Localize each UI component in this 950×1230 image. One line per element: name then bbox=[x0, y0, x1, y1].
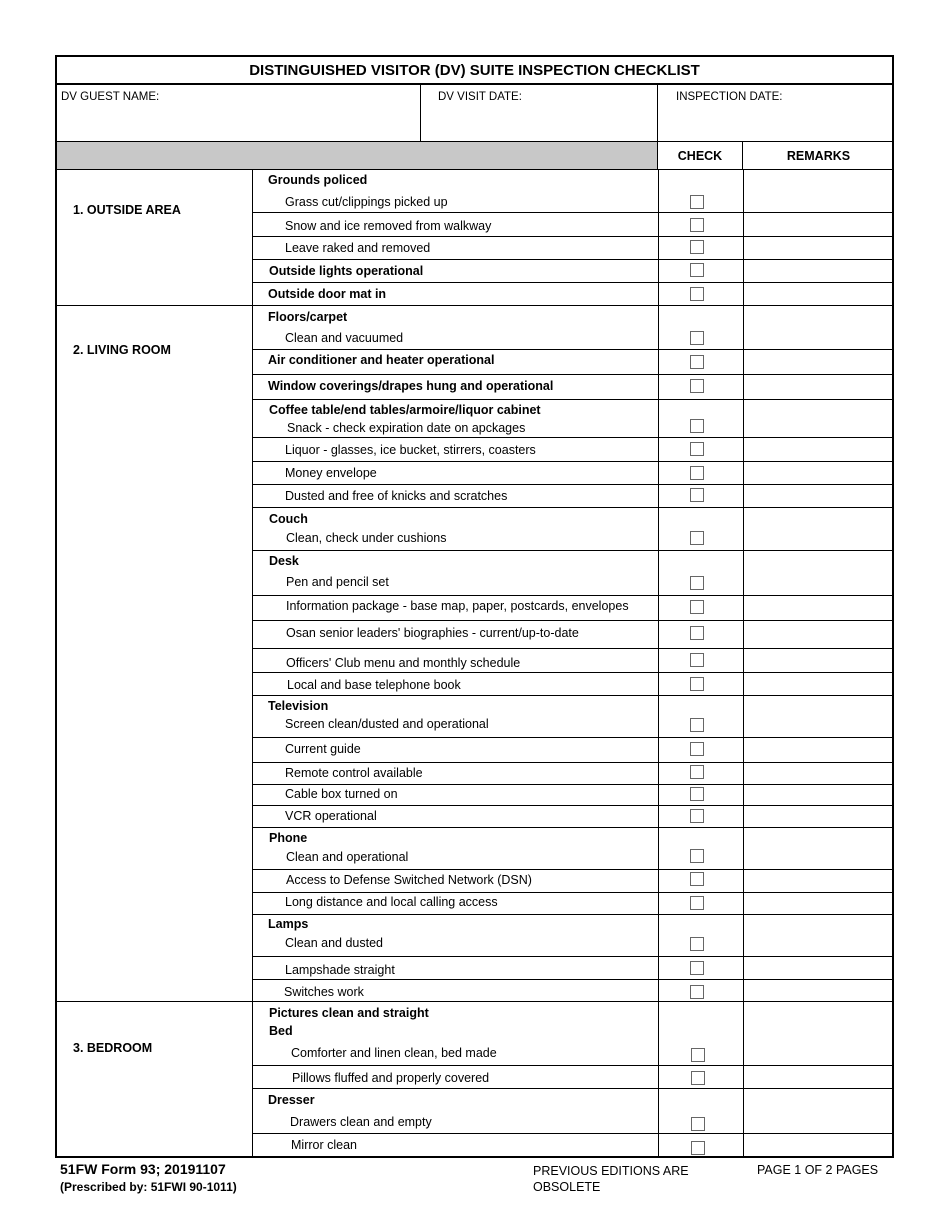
editions-notice-line2: OBSOLETE bbox=[533, 1180, 601, 1194]
dv-guest-name-field[interactable] bbox=[57, 85, 421, 142]
section-bedroom: 3. BEDROOM bbox=[73, 1041, 153, 1055]
row-divider bbox=[252, 1065, 894, 1066]
section-outside-area: 1. OUTSIDE AREA bbox=[73, 203, 181, 217]
checklist-item: Comforter and linen clean, bed made bbox=[291, 1046, 497, 1060]
checkbox[interactable] bbox=[691, 1071, 705, 1085]
checkbox[interactable] bbox=[690, 287, 704, 301]
row-divider bbox=[252, 805, 894, 806]
checklist-item: Pillows fluffed and properly covered bbox=[292, 1071, 490, 1085]
dv-visit-date-field[interactable] bbox=[421, 85, 658, 142]
checklist-item: Switches work bbox=[284, 985, 364, 999]
inspection-date-field[interactable] bbox=[658, 85, 894, 142]
checkbox[interactable] bbox=[690, 195, 704, 209]
item-heading: Bed bbox=[269, 1024, 293, 1038]
item-heading: Air conditioner and heater operational bbox=[268, 353, 495, 367]
checkbox[interactable] bbox=[690, 787, 704, 801]
item-heading: Outside lights operational bbox=[269, 264, 424, 278]
checklist-item: Liquor - glasses, ice bucket, stirrers, coasters bbox=[285, 443, 536, 457]
section-living-room: 2. LIVING ROOM bbox=[73, 343, 171, 357]
checkbox[interactable] bbox=[690, 218, 704, 232]
check-column-header: CHECK bbox=[658, 142, 743, 170]
dv-visit-date-label: DV VISIT DATE: bbox=[438, 91, 522, 103]
item-heading: Floors/carpet bbox=[268, 310, 348, 324]
item-heading: Pictures clean and straight bbox=[269, 1006, 429, 1020]
checkbox[interactable] bbox=[690, 488, 704, 502]
checkbox[interactable] bbox=[690, 531, 704, 545]
checkbox[interactable] bbox=[690, 240, 704, 254]
checkbox[interactable] bbox=[690, 849, 704, 863]
checkbox[interactable] bbox=[690, 355, 704, 369]
checkbox[interactable] bbox=[690, 937, 704, 951]
row-divider bbox=[252, 762, 894, 763]
remarks-column-header: REMARKS bbox=[743, 142, 894, 170]
row-divider bbox=[252, 784, 894, 785]
checklist-item: Access to Defense Switched Network (DSN) bbox=[286, 873, 532, 887]
checklist-item: Drawers clean and empty bbox=[290, 1115, 432, 1129]
item-heading: Grounds policed bbox=[268, 173, 368, 187]
row-divider bbox=[252, 236, 894, 237]
divider bbox=[658, 170, 659, 1158]
item-heading: Couch bbox=[269, 512, 308, 526]
row-divider bbox=[252, 1133, 894, 1134]
row-divider bbox=[252, 892, 894, 893]
row-divider bbox=[252, 672, 894, 673]
row-divider bbox=[252, 282, 894, 283]
checklist-item: Officers' Club menu and monthly schedule bbox=[286, 656, 521, 670]
checkbox[interactable] bbox=[690, 742, 704, 756]
item-heading: Coffee table/end tables/armoire/liquor cabinet bbox=[269, 403, 541, 417]
row-divider bbox=[252, 349, 894, 350]
item-heading: Dresser bbox=[268, 1093, 315, 1107]
editions-notice-line1: PREVIOUS EDITIONS ARE bbox=[533, 1164, 689, 1178]
divider bbox=[743, 170, 744, 1158]
checklist-item: Dusted and free of knicks and scratches bbox=[285, 489, 508, 503]
checklist-item: Cable box turned on bbox=[285, 787, 398, 801]
row-divider bbox=[252, 648, 894, 649]
item-heading: Phone bbox=[269, 831, 308, 845]
checkbox[interactable] bbox=[690, 961, 704, 975]
checklist-item: Mirror clean bbox=[291, 1138, 357, 1152]
form-title: DISTINGUISHED VISITOR (DV) SUITE INSPECTION CHECKLIST bbox=[57, 57, 892, 85]
checklist-item: Clean and vacuumed bbox=[285, 331, 404, 345]
checkbox[interactable] bbox=[691, 1141, 705, 1155]
checklist-item: Clean, check under cushions bbox=[286, 531, 447, 545]
row-divider bbox=[252, 979, 894, 980]
checklist-item: Screen clean/dusted and operational bbox=[285, 717, 489, 731]
row-divider bbox=[252, 914, 894, 915]
checkbox[interactable] bbox=[690, 379, 704, 393]
checklist-item: Pen and pencil set bbox=[286, 575, 389, 589]
checklist-item: Leave raked and removed bbox=[285, 241, 431, 255]
form-id: 51FW Form 93; 20191107 bbox=[60, 1161, 226, 1177]
checkbox[interactable] bbox=[690, 872, 704, 886]
checkbox[interactable] bbox=[690, 896, 704, 910]
row-divider bbox=[252, 869, 894, 870]
checkbox[interactable] bbox=[690, 466, 704, 480]
row-divider bbox=[252, 550, 894, 551]
checklist-item: Long distance and local calling access bbox=[285, 895, 498, 909]
checklist-item: Current guide bbox=[285, 742, 361, 756]
checkbox[interactable] bbox=[690, 600, 704, 614]
row-divider bbox=[252, 507, 894, 508]
checklist-item: Osan senior leaders' biographies - current/up-to-date bbox=[286, 626, 579, 640]
row-divider bbox=[252, 737, 894, 738]
checkbox[interactable] bbox=[690, 442, 704, 456]
checklist-item: Snack - check expiration date on apckages bbox=[287, 421, 526, 435]
page-number: PAGE 1 OF 2 PAGES bbox=[757, 1163, 879, 1177]
checkbox[interactable] bbox=[690, 765, 704, 779]
prescribed-by: (Prescribed by: 51FWI 90-1011) bbox=[60, 1180, 237, 1194]
checklist-item: Information package - base map, paper, postcards, envelopes bbox=[286, 599, 629, 613]
checklist-item: VCR operational bbox=[285, 809, 377, 823]
checkbox[interactable] bbox=[690, 677, 704, 691]
checkbox[interactable] bbox=[690, 985, 704, 999]
checklist-item: Clean and dusted bbox=[285, 936, 383, 950]
checkbox[interactable] bbox=[690, 263, 704, 277]
checkbox[interactable] bbox=[690, 626, 704, 640]
checklist-form bbox=[55, 55, 894, 1158]
checkbox[interactable] bbox=[690, 718, 704, 732]
divider bbox=[252, 170, 253, 1158]
row-divider bbox=[252, 595, 894, 596]
row-divider bbox=[252, 212, 894, 213]
row-divider bbox=[252, 695, 894, 696]
row-divider bbox=[252, 1088, 894, 1089]
checklist-item: Snow and ice removed from walkway bbox=[285, 219, 492, 233]
inspection-date-label: INSPECTION DATE: bbox=[676, 91, 783, 103]
row-divider bbox=[252, 461, 894, 462]
row-divider bbox=[252, 259, 894, 260]
checklist-item: Lampshade straight bbox=[285, 963, 395, 977]
checkbox[interactable] bbox=[690, 419, 704, 433]
row-divider bbox=[252, 956, 894, 957]
checkbox[interactable] bbox=[690, 576, 704, 590]
row-divider bbox=[252, 620, 894, 621]
item-heading: Outside door mat in bbox=[268, 287, 387, 301]
checkbox[interactable] bbox=[690, 809, 704, 823]
checkbox[interactable] bbox=[691, 1117, 705, 1131]
dv-guest-name-label: DV GUEST NAME: bbox=[61, 91, 160, 103]
item-heading: Desk bbox=[269, 554, 299, 568]
checklist-item: Local and base telephone book bbox=[287, 678, 461, 692]
row-divider bbox=[252, 484, 894, 485]
checklist-item: Remote control available bbox=[285, 766, 423, 780]
item-heading: Window coverings/drapes hung and operational bbox=[268, 379, 554, 393]
row-divider bbox=[252, 437, 894, 438]
checklist-item: Money envelope bbox=[285, 466, 377, 480]
item-heading: Television bbox=[268, 699, 329, 713]
checkbox[interactable] bbox=[690, 331, 704, 345]
checkbox[interactable] bbox=[690, 653, 704, 667]
row-divider bbox=[252, 374, 894, 375]
checklist-item: Grass cut/clippings picked up bbox=[285, 195, 448, 209]
row-divider bbox=[252, 827, 894, 828]
item-heading: Lamps bbox=[268, 917, 309, 931]
section-divider bbox=[57, 305, 894, 306]
checkbox[interactable] bbox=[691, 1048, 705, 1062]
section-divider bbox=[57, 1001, 894, 1002]
row-divider bbox=[252, 399, 894, 400]
gray-header-band bbox=[57, 142, 658, 170]
checklist-item: Clean and operational bbox=[286, 850, 409, 864]
